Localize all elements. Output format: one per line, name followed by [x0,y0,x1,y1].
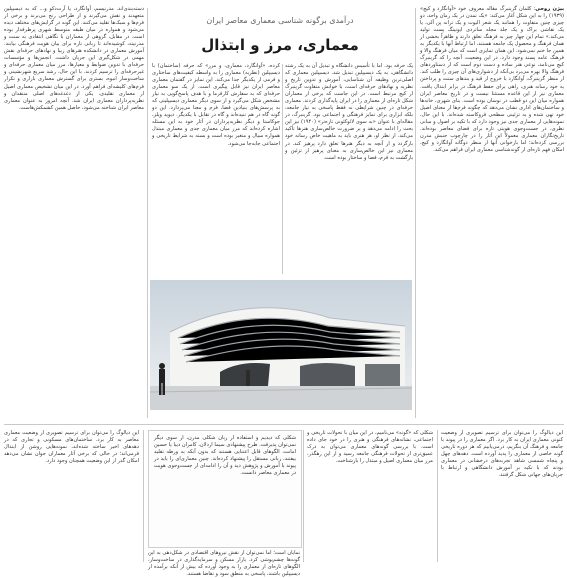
column-divider [437,430,438,562]
article-photo [150,280,412,410]
column-left-text: دسته‌بندی‌اند. مدرنیسم، آوانگارد، یا آرت‌دکو و... که به دیسیپلین متعهدند و نقش می‌گیرند و از طراحی رنج می‌برند و برخی از فرم‌ها و سبک‌ها تقلید می‌کنند. این گونه در گرایش‌های مختلف دیده می‌شود و همواره در میان طبقه متوسط شهری پرطرفدار بوده است. در مقابل، گروهی از معماران با نگاهی انتقادی به سنت و مدرنیته، کوشیده‌اند تا زبانی تازه برای بیان هویت فرهنگی بیابند. آموزش معماری در دانشکده هنرهای زیبا و نهادهای حرفه‌ای نقش مهمی در شکل‌گیری این جریان داشت. انجمن‌ها و مؤسسات حرفه‌ای با تدوین ضوابط و معیارها، مرز میان معماری حرفه‌ای و غیرحرفه‌ای را ترسیم کردند. با این حال، رشد سریع شهرنشینی و ساخت‌وساز انبوه، بستری برای گسترش معماری بازاری و تکرار فرم‌های کلیشه‌ای فراهم آورد. در این میان تشخیص معماری اصیل از معماری تقلیدی، یکی از دغدغه‌های اصلی منتقدان و نظریه‌پردازان معماری ایران شد. آنچه امروز به عنوان معماری معاصر ایران شناخته می‌شود، حاصل همین کشمکش‌هاست. [4,6,144,111]
column-center-left [152,63,280,276]
column-divider [415,8,416,418]
column-center-right-text: یک حرفه بود. اما با تأسیس دانشگاه و تبدیل آن به یک رشته دانشگاهی، به یک دیسیپلین تبدیل شد. دیسیپلین معماری که اصلی‌ترین وظیفه آن شناسایی، آموزش و تدوین تاریخ و نظریه و نهادهای حرفه‌ای است، با خوانش متفاوت گرینبرگ از کیچ مرتبط است. در این جاست که برخی از معماران شکل تازه‌ای از معماری را در ایران پایه‌گذاری کردند. معماری حرفه‌ای در چنین شرایطی نه فقط پاسخی به نیاز جامعه، بلکه ابزاری برای تمایز فرهنگی و اجتماعی بود. گرینبرگ، در مقاله‌ای با عنوان «به سوی لائوکئونی تازه‌تر» (۱۹۴۰) نیز این بحث را ادامه می‌دهد و بر ضرورت خالص‌سازی هنرها تأکید می‌کند. از نظر او، هر هنری باید به ماهیت خاص رسانه خود بازگردد و از آنچه به دیگر هنرها تعلق دارد پرهیز کند. در معماری نیز این خالص‌سازی به معنای پرهیز از تزئین و بازگشت به فرم، فضا و ساختار بوده است. [285,63,413,161]
column-divider [303,430,304,562]
article-title: معماری، مرز و ابتذال [201,36,359,54]
column-right-text: کلمان گرینبرگ مقاله معروف خود «آوانگارد و کیچ» (۱۹۳۹) را به این شکل آغاز می‌کند: «یک تمدن در یک زمان واحد، دو چیزی چنین متفاوت را همانند یک شعر الیوت و یک ترانه پن آلی، یا یک نقاشی براک و یک جلد مجله ساتردی ایونینگ پست تولید می‌کند.» تمام این چهار چیز به فرهنگ تعلق دارند و ظاهراً بخشی از همان فرهنگ و محصول یک جامعه هستند، اما ارتباط آنها با یکدیگر به همین جا ختم نمی‌شود. این همان تمایزی است که میان فرهنگ والا و فرهنگ عامه پسند وجود دارد. در این وضعیت، آنچه را که گرینبرگ کیچ می‌نامد، نوعی هنر ساده و دست دوم است که از دستاوردهای فرهنگ والا بهره می‌برد بی‌آنکه از دشواری‌های آن چیزی را طلب کند. از منظر گرینبرگ، آوانگارد با خروج از قید و بندهای سنت و پرداختن به خود رسانه هنری، راهی برای حفظ فرهنگ در برابر ابتذال یافت. معماری نیز از این قاعده مستثنا نیست و در تاریخ معاصر ایران همواره میان این دو قطب در نوسان بوده است. بنای شهری، خانه‌ها و ساختمان‌های اداری نشان می‌دهد که چگونه فرم‌ها از معنای اصیل خود تهی شده و به تزئینی سطحی فروکاسته شده‌اند. با این حال، نمونه‌هایی از معماری جدی نیز وجود دارد که با تکیه بر اصول و مبانی نظری، در جست‌وجوی هویتی تازه برای فضای معاصر بوده‌اند. تاریخ‌نگاران معماری معمولاً این آثار را در چارچوب جنبش مدرن بررسی کرده‌اند؛ اما بازخوانی آنها از منظر دوگانه آوانگارد و کیچ، امکان فهم تازه‌ای از گونه‌شناسی معماری ایران فراهم می‌کند. [419,6,564,153]
column-center-right [285,63,413,276]
column-bottom-left [4,430,139,564]
column-bottom-mid-right-text: شکلی که «گونه» می‌نامیم، در این میان با تحولات تاریخی و اجتماعی، نشانه‌های فرهنگی و هنری را در خود جای داده است. با بررسی گونه‌های معماری می‌توان به درک عمیق‌تری از تحولات فرهنگی جامعه رسید و از این رهگذر، مرز میان معماری اصیل و مبتذل را بازشناخت. [307,430,433,465]
column-divider [282,64,283,274]
sidebar-box-text-wrap [154,435,296,543]
column-bottom-right-text: این دیالوگ را می‌توان برای ترسیم تصویری از وضعیت کنونی معماری ایران به کار برد. اگر معماری را در پیوند با جامعه و فرهنگ آن بنگریم، درمی‌یابیم که هر دوره تاریخی گونه خاصی از معماری را پدید آورده است. دهه‌های چهل و پنجاه شمسی شاهد تجربه‌های درخشانی در معماری بودند که با تکیه بر آموزش دانشگاهی و ارتباط با جریان‌های جهانی شکل گرفتند. [441,430,563,479]
section-divider [4,424,564,425]
article-kicker: درآمدی برگونه شناسی معماری معاصر ایران [206,16,354,25]
column-bottom-right [441,430,563,564]
sidebar-box-text: شکلی که دیدیم و استفاده از زبان شکلی مدرن، از سوی دیگر نمی‌توان پذیرفت. طرح پیشنهادی سیما اردلان، کامران دیبا یا حسین امانت، الگوهای قابل اعتنایی هستند که بدون آنکه به ورطه تقلید بیفتند، زبانی مستقل را پیشنهاد کرده‌اند. چنین معماری‌ای را باید در پیوند با آموزش و پژوهش دید و آن را ادامه‌ای از جست‌وجوی هویت در معماری معاصر دانست. [154,435,296,477]
column-center-left-text: کرده، «آوانگارد، معماری، و مرز» که حرفه (ساختمان) با دیسیپلین (نظریه) معماری را به واسطه کیفیت‌های ساختاری و فرمی از یکدیگر جدا می‌کند. این تمایز در گفتمان معماری معاصر ایران نیز قابل پیگیری است. از یک سو معماری حرفه‌ای که به سفارش کارفرما و با هدف پاسخ‌گویی به نیاز مشخص شکل می‌گیرد و از سوی دیگر معماری دیسیپلینی که به پرسش‌های بنیادین فضا، فرم و معنا می‌پردازد. این دو گونه گاه در هم تنیده‌اند و گاه در تقابل با یکدیگر. دیوید ویلز، جوکاستا و دیگر نظریه‌پردازان در آثار خود به این مسئله اشاره کرده‌اند که مرز میان معماری جدی و معماری مبتذل همواره سیال و متغیر بوده است و بسته به شرایط تاریخی و اجتماعی جابه‌جا می‌شود. [152,63,280,147]
column-bottom-mid-right [307,430,433,564]
column-bottom-left-text: این دیالوگ را می‌توان برای ترسیم تصویری از وضعیت معماری معاصر به کار برد. ساختمان‌های مسکونی و تجاری که در دهه‌های اخیر ساخته شده‌اند، نمونه‌هایی روشن از ابتذال فرمی‌اند؛ در حالی که برخی آثار معماران جوان نشان می‌دهد امکان گذر از این وضعیت همچنان وجود دارد. [4,430,139,465]
building-illustration [150,280,412,410]
column-divider [147,8,148,418]
column-bottom-mid-left-text: نمایان است؛ اما نمی‌توان از نقش نیروهای اقتصادی در شکل‌دهی به این گونه‌ها چشم‌پوشی کرد. بازار مسکن و سرمایه‌گذاری در ساخت‌وساز، الگوهای تازه‌ای از معماری را به وجود آورده که بیش از آنکه برآمده از دیسیپلین باشند، پاسخی به منطق سود و تقاضا هستند. [148,550,300,578]
column-right-top: بیژن روحی: کلمان گرینبرگ مقاله معروف خود «آوانگارد و کیچ» (۱۹۳۹) را به این شکل آغاز می‌کند: «یک تمدن در یک زمان واحد، دو چیزی چنین متفاوت را همانند یک شعر الیوت و یک ترانه پن آلی، یا یک نقاشی براک و یک جلد مجله ساتردی ایونینگ پست تولید می‌کند.» تمام این چهار چیز به فرهنگ تعلق دارند و ظاهراً بخشی از همان فرهنگ و محصول یک جامعه هستند، اما ارتباط آنها با یکدیگر به همین جا ختم نمی‌شود. این همان تمایزی است که میان فرهنگ والا و فرهنگ عامه پسند وجود دارد. در این وضعیت، آنچه را که گرینبرگ کیچ می‌نامد، نوعی هنر ساده و دست دوم است که از دستاوردهای فرهنگ والا بهره می‌برد بی‌آنکه از دشواری‌های آن چیزی را طلب کند. از منظر گرینبرگ، آوانگارد با خروج از قید و بندهای سنت و پرداختن به خود رسانه هنری، راهی برای حفظ فرهنگ در برابر ابتذال یافت. معماری نیز از این قاعده مستثنا نیست و در تاریخ معاصر ایران همواره میان این دو قطب در نوسان بوده است. بنای شهری، خانه‌ها و ساختمان‌های اداری نشان می‌دهد که چگونه فرم‌ها از معنای اصیل خود تهی شده و به تزئینی سطحی فروکاسته شده‌اند. با این حال، نمونه‌هایی از معماری جدی نیز وجود دارد که با تکیه بر اصول و مبانی نظری، در جست‌وجوی هویتی تازه برای فضای معاصر بوده‌اند. تاریخ‌نگاران معماری معمولاً این آثار را در چارچوب جنبش مدرن بررسی کرده‌اند؛ اما بازخوانی آنها از منظر دوگانه آوانگارد و کیچ، امکان فهم تازه‌ای از گونه‌شناسی معماری ایران فراهم می‌کند. [419,6,564,153]
column-divider [143,430,144,562]
author-lead: بیژن روحی [535,6,564,12]
column-bottom-mid-left [148,550,300,578]
column-left-top [4,6,144,419]
sidebar-box [148,430,302,548]
